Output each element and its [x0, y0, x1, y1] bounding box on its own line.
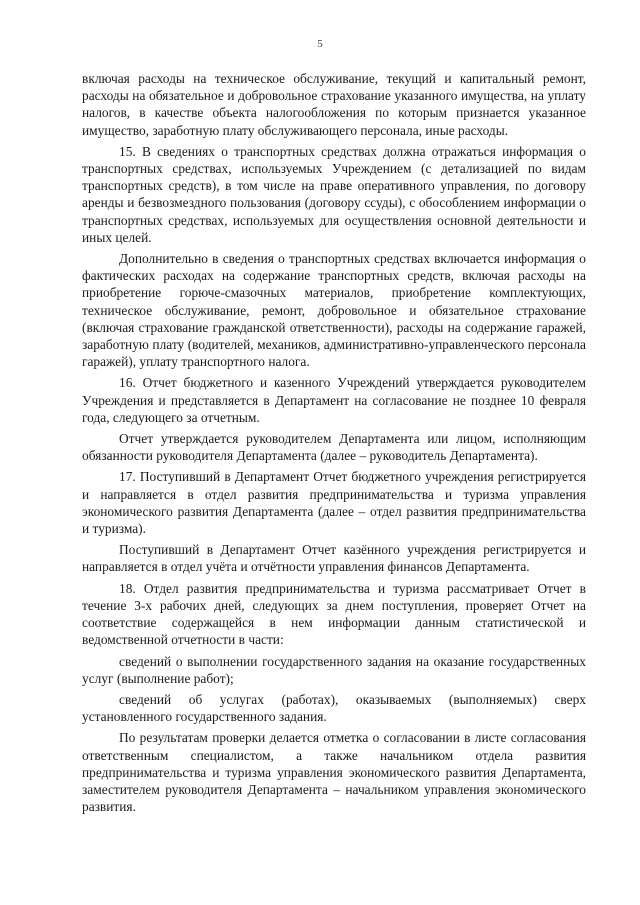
- page-number: 5: [317, 38, 323, 50]
- paragraph-review-results: По результатам проверки делается отметка о согласовании в листе согласования ответственным специалистом, а также начальником отдела развития предпринимательства и туризма управления экономического развития Департамента, заместителем руководителя Департамента – начальником управления экономического развития.: [82, 730, 586, 815]
- paragraph-item-18: 18. Отдел развития предпринимательства и туризма рассматривает Отчет в течение 3-х рабочих дней, следующих за днем поступления, проверяет Отчет на соответствие содержащейся в нем информации данным статистической и ведомственной отчетности в части:: [82, 580, 586, 648]
- paragraph-item-16: 16. Отчет бюджетного и казенного Учреждений утверждается руководителем Учреждения и представляется в Департамент на согласование не позднее 10 февраля года, следующего за отчетным.: [82, 375, 586, 425]
- paragraph-transport-expenses: Дополнительно в сведения о транспортных средствах включается информация о фактических расходах на содержание транспортных средств, включая расходы на приобретение горюче-смазочных материалов, приобретение комплектующих, техническое обслуживание, ремонт, добровольное и обязательное страхование (включая страхование гражданской ответственности), расходы на содержание гаражей, заработную плату (водителей, механиков, административно-управленческого персонала гаражей), уплату транспортного налога.: [82, 251, 586, 370]
- paragraph-item-15: 15. В сведениях о транспортных средствах должна отражаться информация о транспортных средствах, используемых Учреждением (с детализацией по видам транспортных средств), в том числе на праве оперативного управления, по договору аренды и безвозмездного пользования (договору ссуды), с обособлением информации о транспортных средствах, используемых для осуществления основной деятельности и иных целей.: [82, 143, 586, 245]
- paragraph-report-approval: Отчет утверждается руководителем Департамента или лицом, исполняющим обязанности руководителя Департамента (далее – руководитель Департамента).: [82, 431, 586, 464]
- paragraph-extra-services-info: сведений об услугах (работах), оказываемых (выполняемых) сверх установленного государственного задания.: [82, 691, 586, 725]
- paragraph-item-17: 17. Поступивший в Департамент Отчет бюджетного учреждения регистрируется и направляется в отдел развития предпринимательства и туризма управления экономического развития Департамента (далее – отдел развития предпринимательства и туризма).: [82, 469, 586, 537]
- paragraph-continuation: включая расходы на техническое обслуживание, текущий и капитальный ремонт, расходы на обязательное и добровольное страхование указанного имущества, на уплату налогов, в качестве объекта налогообложения по которым признается указанное имущество, заработную плату обслуживающего персонала, иные расходы.: [82, 71, 586, 138]
- paragraph-kazennoe-report: Поступивший в Департамент Отчет казённого учреждения регистрируется и направляется в отдел учёта и отчётности управления финансов Департамента.: [82, 542, 586, 575]
- paragraph-state-task-info: сведений о выполнении государственного задания на оказание государственных услуг (выполнение работ);: [82, 653, 586, 686]
- document-body: [82, 70, 586, 819]
